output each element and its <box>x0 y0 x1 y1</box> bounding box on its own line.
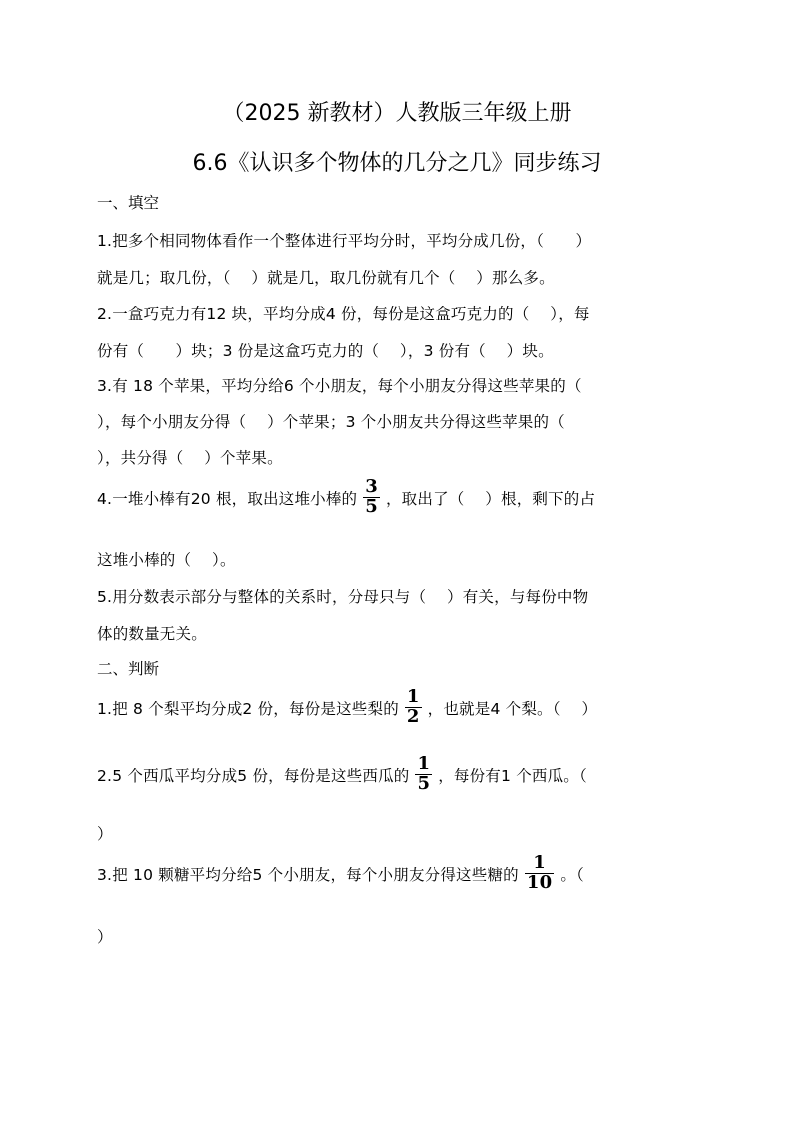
document-subtitle: 6.6《认识多个物体的几分之几》同步练习 <box>192 151 602 176</box>
question-4-line-1 <box>97 476 596 519</box>
fraction-denominator: 2 <box>406 705 420 727</box>
question-1-line-1: 1.把多个相同物体看作一个整体进行平均分时，平均分成几份，（ ） <box>97 232 592 250</box>
document-title: （2025 新教材）人教版三年级上册 <box>222 101 572 126</box>
question-3-line-3: ），共分得（ ）个苹果。 <box>97 449 283 467</box>
fraction-one-tenth <box>525 854 554 893</box>
judge-2-text-after: ，每份有1 个西瓜。（ <box>438 766 587 785</box>
fraction-denominator: 10 <box>526 871 553 893</box>
fraction-denominator: 5 <box>417 772 431 794</box>
question-2-line-1: 2.一盒巧克力有12 块，平均分成4 份，每份是这盒巧克力的（ ），每 <box>97 305 590 323</box>
question-3-line-1: 3.有 18 个苹果，平均分给6 个小朋友，每个小朋友分得这些苹果的（ <box>97 377 582 395</box>
fraction-numerator: 1 <box>406 686 420 707</box>
judge-2-text-before: 2.5 个西瓜平均分成5 份，每份是这些西瓜的 <box>97 766 410 785</box>
judge-3-line-2: ） <box>97 928 113 946</box>
question-3-line-2: ），每个小朋友分得（ ）个苹果；3 个小朋友共分得这些苹果的（ <box>97 413 565 431</box>
fraction-numerator: 3 <box>365 476 378 497</box>
fraction-numerator: 1 <box>525 854 554 874</box>
question-1-line-2: 就是几；取几份，（ ）就是几，取几份就有几个（ ）那么多。 <box>97 269 555 287</box>
judge-2-line-2: ） <box>97 825 113 843</box>
question-4-line-2: 这堆小棒的（ ）。 <box>97 551 236 569</box>
judge-1-text-after: ，也就是4 个梨。（ ） <box>427 699 598 718</box>
judge-1-line-1 <box>97 686 598 729</box>
question-5-line-2: 体的数量无关。 <box>97 625 207 643</box>
fraction-denominator: 5 <box>365 495 378 517</box>
fraction-one-fifth <box>415 755 432 794</box>
fraction-three-fifths <box>363 478 380 517</box>
judge-3-line-1 <box>97 852 584 895</box>
fraction-numerator: 1 <box>417 753 431 774</box>
question-4-text-after: ，取出了（ ）根，剩下的占 <box>385 489 596 508</box>
section-heading-judge: 二、判断 <box>97 660 160 678</box>
judge-2-line-1 <box>97 753 587 796</box>
question-5-line-1: 5.用分数表示部分与整体的关系时，分母只与（ ）有关，与每份中物 <box>97 588 589 606</box>
judge-3-text-before: 3.把 10 颗糖平均分给5 个小朋友，每个小朋友分得这些糖的 <box>97 865 519 884</box>
fraction-one-half <box>405 688 422 727</box>
judge-3-text-after: 。（ <box>560 865 584 884</box>
judge-1-text-before: 1.把 8 个梨平均分成2 份，每份是这些梨的 <box>97 699 399 718</box>
section-heading-fill-blank: 一、填空 <box>97 194 160 212</box>
question-4-text-before: 4.一堆小棒有20 根，取出这堆小棒的 <box>97 489 358 508</box>
question-2-line-2: 份有（ ）块；3 份是这盒巧克力的（ ），3 份有（ ）块。 <box>97 342 554 360</box>
